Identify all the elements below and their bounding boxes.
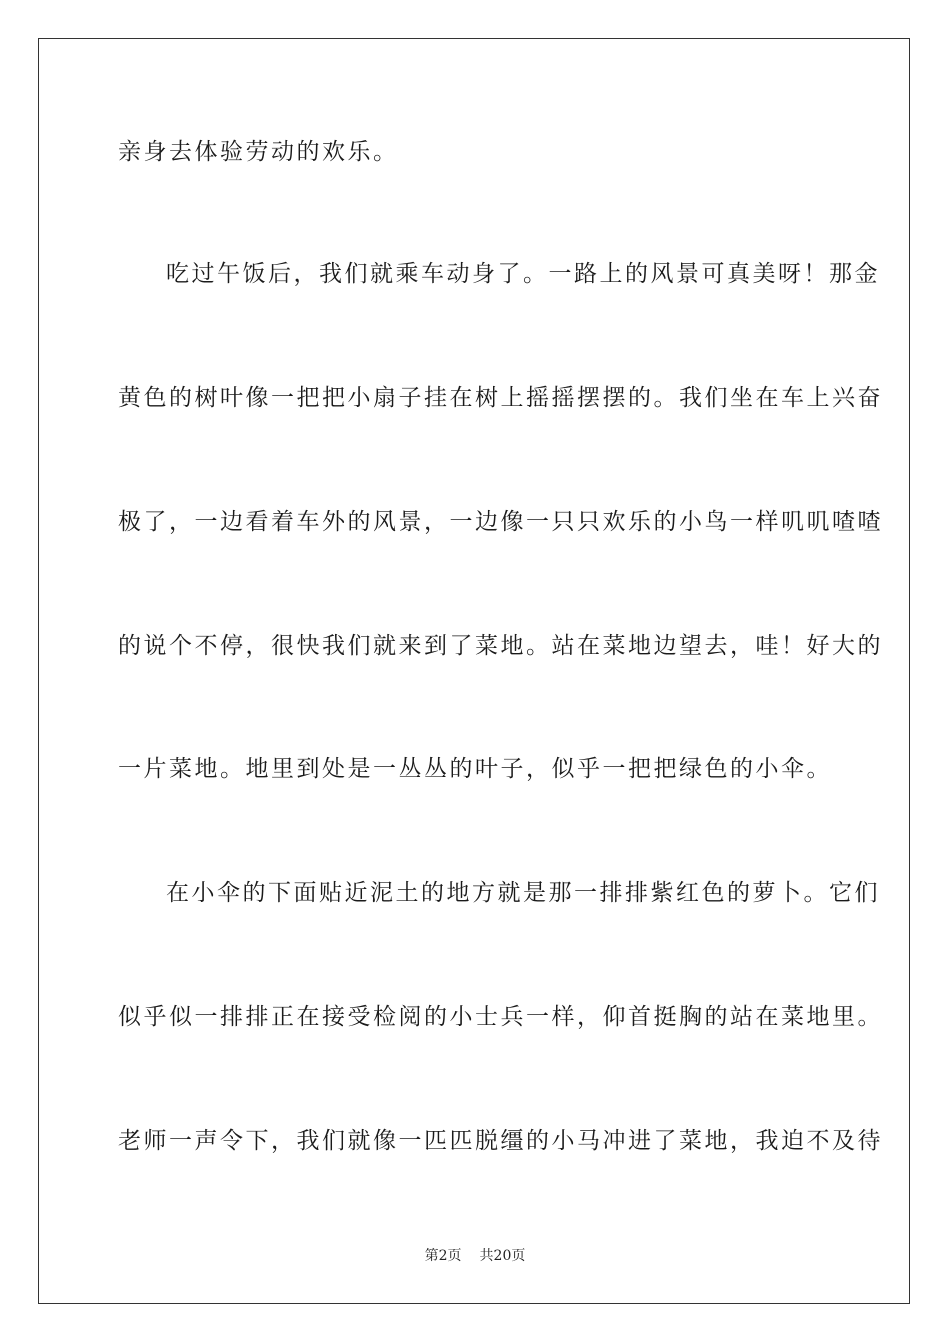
page-footer [0,1247,950,1265]
page-total: 共20页 [479,1248,526,1264]
text-line: 一片菜地。地里到处是一丛丛的叶子，似乎一把把绿色的小伞。 [118,756,832,782]
text-line: 似乎似一排排正在接受检阅的小士兵一样，仰首挺胸的站在菜地里。 [118,1004,883,1030]
page-border [38,38,910,1304]
paragraph-first-line: 在小伞的下面贴近泥土的地方就是那一排排紫红色的萝卜。它们 [166,880,880,906]
page-number: 第2页 [424,1248,462,1264]
text-line: 亲身去体验劳动的欢乐。 [118,139,399,165]
paragraph-first-line: 吃过午饭后，我们就乘车动身了。一路上的风景可真美呀！那金 [166,261,880,287]
text-line: 的说个不停，很快我们就来到了菜地。站在菜地边望去，哇！好大的 [118,633,883,659]
text-line: 黄色的树叶像一把把小扇子挂在树上摇摇摆摆的。我们坐在车上兴奋 [118,385,883,411]
text-line: 老师一声令下，我们就像一匹匹脱缰的小马冲进了菜地，我迫不及待 [118,1128,883,1154]
text-line: 极了，一边看着车外的风景，一边像一只只欢乐的小鸟一样叽叽喳喳 [118,509,883,535]
